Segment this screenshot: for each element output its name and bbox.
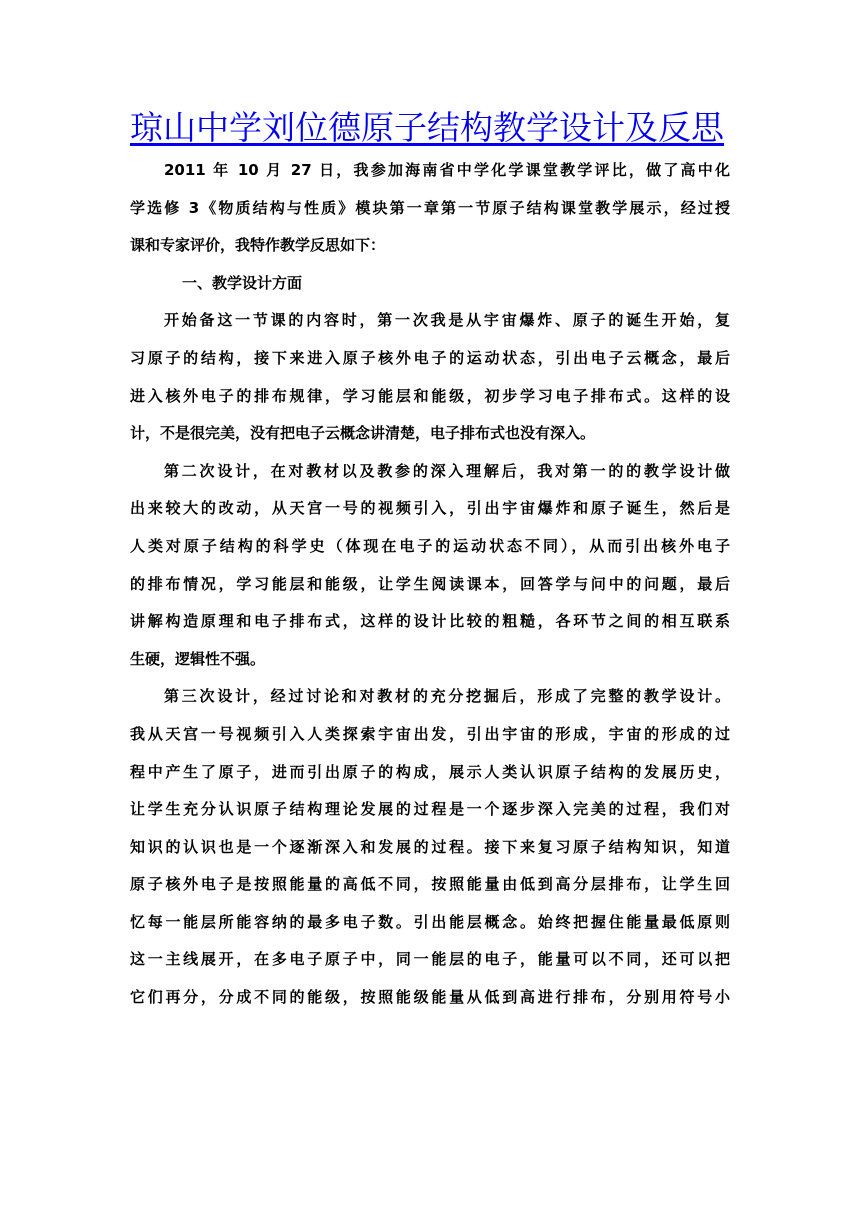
text-line: 的排布情况，学习能层和能级，让学生阅读课本，回答学与问中的问题，最后: [130, 574, 730, 593]
document-title: [130, 104, 770, 152]
text-line: 人类对原子结构的科学史（体现在电子的运动状态不同），从而引出核外电子: [130, 536, 730, 555]
section-heading: 一、教学设计方面: [182, 273, 303, 292]
text-line: 学选修 3《物质结构与性质》模块第一章第一节原子结构课堂教学展示，经过授: [130, 198, 730, 217]
text-line: 出来较大的改动，从天宫一号的视频引入，引出宇宙爆炸和原子诞生，然后是: [130, 499, 730, 518]
document-body: [130, 152, 730, 1017]
text-line: 原子核外电子是按照能量的高低不同，按照能量由低到高分层排布，让学生回: [130, 875, 730, 894]
text-line: 程中产生了原子，进而引出原子的构成，展示人类认识原子结构的发展历史，: [130, 762, 730, 781]
text-line: 课和专家评价，我特作教学反思如下：: [130, 236, 386, 255]
title-link[interactable]: 琼山中学刘位德原子结构教学设计及反思: [130, 108, 724, 147]
text-line: 这一主线展开，在多电子原子中，同一能层的电子，能量可以不同，还可以把: [130, 950, 730, 969]
text-line: 我从天宫一号视频引入人类探索宇宙出发，引出宇宙的形成，宇宙的形成的过: [130, 724, 730, 743]
text-line: 习原子的结构，接下来进入原子核外电子的运动状态，引出电子云概念，最后: [130, 348, 730, 367]
text-line: 第三次设计，经过讨论和对教材的充分挖掘后，形成了完整的教学设计。: [164, 687, 730, 706]
text-line: 2011 年 10 月 27 日，我参加海南省中学化学课堂教学评比，做了高中化: [164, 161, 730, 179]
text-line: 开始备这一节课的内容时，第一次我是从宇宙爆炸、原子的诞生开始，复: [164, 311, 730, 330]
text-line: 知识的认识也是一个逐渐深入和发展的过程。接下来复习原子结构知识，知道: [130, 837, 730, 856]
text-line: 进入核外电子的排布规律，学习能层和能级，初步学习电子排布式。这样的设: [130, 386, 730, 405]
text-line: 第二次设计，在对教材以及教参的深入理解后，我对第一的的教学设计做: [164, 461, 730, 480]
text-line: 忆每一能层所能容纳的最多电子数。引出能层概念。始终把握住能量最低原则: [130, 912, 730, 931]
text-line: 它们再分，分成不同的能级，按照能级能量从低到高进行排布，分别用符号小: [130, 988, 730, 1007]
text-line: 生硬，逻辑性不强。: [130, 649, 266, 668]
text-line: 让学生充分认识原子结构理论发展的过程是一个逐步深入完美的过程，我们对: [130, 800, 730, 819]
text-line: 计，不是很完美，没有把电子云概念讲清楚，电子排布式也没有深入。: [130, 424, 596, 443]
text-line: 讲解构造原理和电子排布式，这样的设计比较的粗糙，各环节之间的相互联系: [130, 612, 730, 631]
